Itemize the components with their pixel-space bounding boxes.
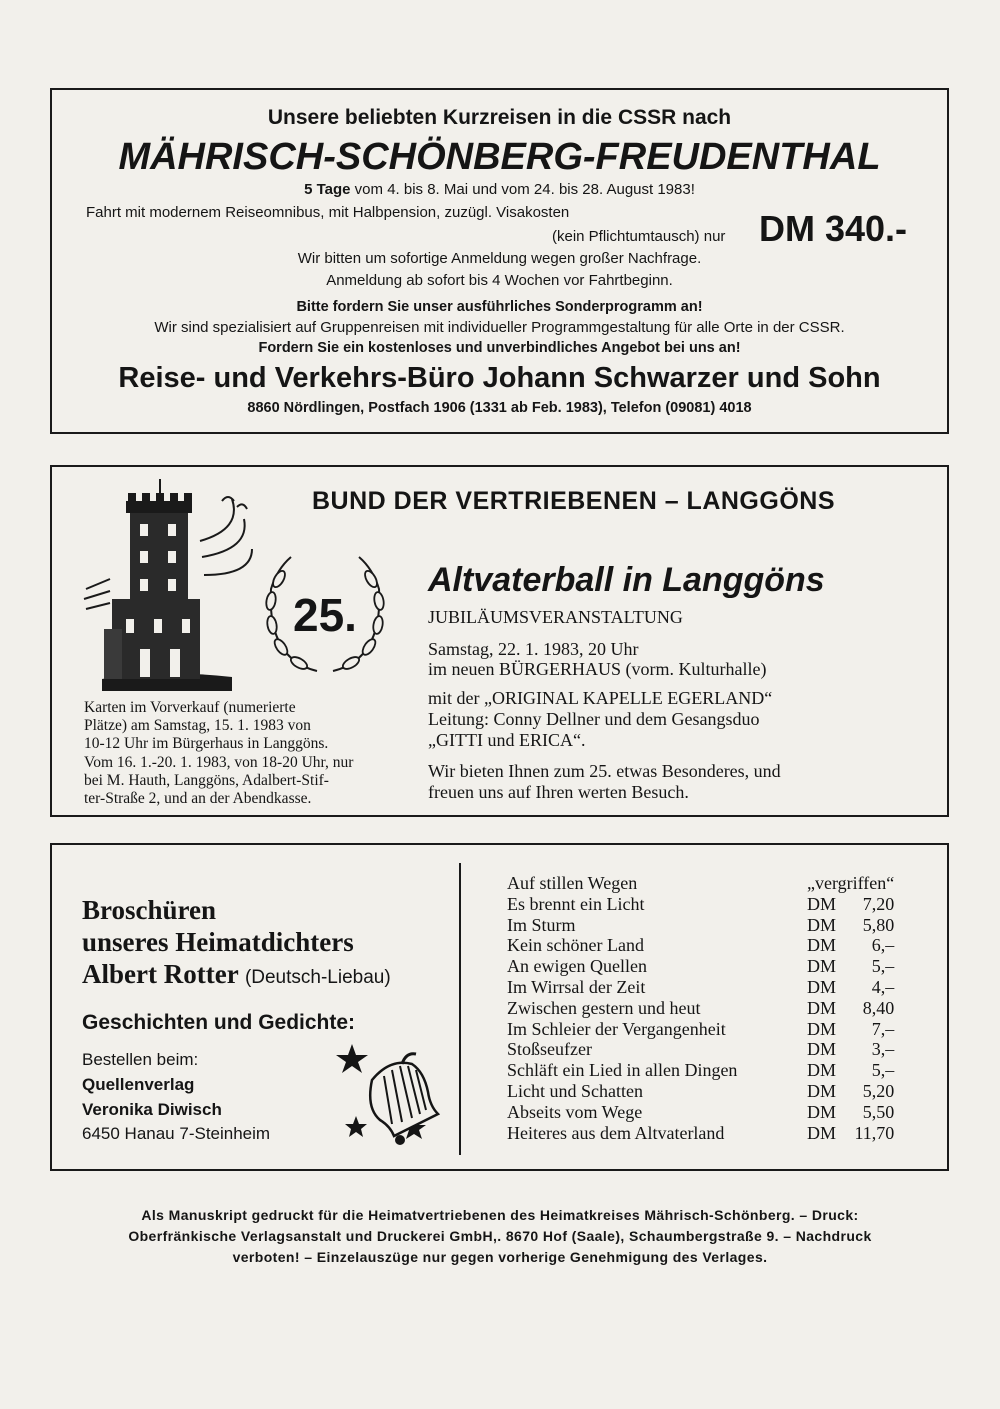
booklet-title: An ewigen Quellen — [507, 956, 647, 977]
booklet-row — [507, 956, 894, 977]
booklet-price: 5,– — [871, 956, 895, 977]
ad1-program: Bitte fordern Sie unser ausführliches Sonderprogramm an! — [296, 299, 703, 315]
ad2-lead: Leitung: Conny Dellner und dem Gesangsduo — [428, 709, 760, 729]
ad3-origin: (Deutsch-Liebau) — [244, 967, 391, 988]
booklet-price: 11,70 — [854, 1122, 895, 1143]
footer-line3: verboten! – Einzelauszüge nur gegen vorherige Genehmigung des Verlages. — [232, 1249, 768, 1265]
booklet-row — [507, 1102, 894, 1123]
ad1-notice2: Anmeldung ab sofort bis 4 Wochen vor Fahrtbeginn. — [326, 272, 673, 289]
anniversary-number: 25. — [293, 589, 357, 641]
booklet-currency: DM — [807, 1080, 837, 1101]
booklet-currency: DM — [807, 1060, 837, 1081]
booklet-row — [507, 894, 894, 915]
booklet-title: Kein schöner Land — [507, 935, 644, 956]
booklet-currency: DM — [807, 997, 837, 1018]
booklet-title: Abseits vom Wege — [507, 1101, 643, 1122]
ticket-line: Karten im Vorverkauf (numerierte — [84, 699, 296, 716]
ad1-offer: Fordern Sie ein kostenloses und unverbindliches Angebot bei uns an! — [258, 340, 741, 356]
ad3-author-line — [82, 959, 391, 990]
booklet-price: 5,80 — [862, 914, 895, 935]
ad1-exchange: (kein Pflichtumtausch) nur — [552, 228, 726, 245]
booklet-row — [507, 873, 894, 894]
footer-line2: Oberfränkische Verlagsanstalt und Druckerei GmbH,. 8670 Hof (Saale), Schaumbergstraße 9. – Nachdruck — [128, 1228, 872, 1244]
ad2-venue: im neuen BÜRGERHAUS (vorm. Kulturhalle) — [428, 659, 767, 679]
booklet-price: 5,– — [871, 1060, 895, 1081]
booklet-title: Licht und Schatten — [507, 1080, 643, 1101]
booklet-title: Heiteres aus dem Altvaterland — [507, 1122, 725, 1143]
booklet-price: 7,– — [871, 1018, 895, 1039]
booklet-title: Es brennt ein Licht — [507, 893, 645, 914]
ad2-subtitle: JUBILÄUMSVERANSTALTUNG — [428, 607, 683, 627]
ad3-person: Veronika Diwisch — [82, 1100, 222, 1119]
ad3-divider — [459, 863, 461, 1155]
booklet-row — [507, 1039, 894, 1060]
ad2-invite2: freuen uns auf Ihren werten Besuch. — [428, 782, 689, 802]
ad2-invite1: Wir bieten Ihnen zum 25. etwas Besonderes, und — [428, 761, 781, 781]
ad3-genre: Geschichten und Gedichte: — [82, 1011, 356, 1034]
ad1-headline: Unsere beliebten Kurzreisen in die CSSR nach — [267, 106, 732, 129]
booklet-price: 6,– — [871, 935, 895, 956]
ad1-dates-rest: vom 4. bis 8. Mai und vom 24. bis 28. August 1983! — [350, 181, 695, 198]
booklet-currency: DM — [807, 935, 837, 956]
booklet-currency: DM — [807, 976, 837, 997]
ad3-title2: unseres Heimatdichters — [82, 927, 354, 957]
booklet-title: Im Wirrsal der Zeit — [507, 976, 646, 997]
booklet-currency: DM — [807, 893, 837, 914]
ad1-destination: MÄHRISCH-SCHÖNBERG-FREUDENTHAL — [118, 136, 881, 178]
booklet-price: 3,– — [871, 1039, 895, 1060]
booklet-price: 7,20 — [862, 893, 895, 914]
booklet-title: Auf stillen Wegen — [507, 873, 638, 893]
ticket-line: bei M. Hauth, Langgöns, Adalbert-Stif- — [84, 772, 329, 789]
ad1-price: DM 340.- — [759, 208, 908, 249]
booklet-row — [507, 935, 894, 956]
booklet-currency: DM — [807, 1101, 837, 1122]
booklet-title: Im Sturm — [507, 914, 576, 935]
ad3-order-label: Bestellen beim: — [82, 1050, 199, 1069]
booklet-row — [507, 1081, 894, 1102]
ad1-dates-bold: 5 Tage — [304, 181, 351, 198]
booklet-row — [507, 998, 894, 1019]
footer-line1: Als Manuskript gedruckt für die Heimatvertriebenen des Heimatkreises Mährisch-Schönberg. – Druck: — [141, 1207, 859, 1223]
booklet-price-list — [507, 873, 894, 1143]
ad2-datetime: Samstag, 22. 1. 1983, 20 Uhr — [428, 639, 639, 659]
ticket-line: Plätze) am Samstag, 15. 1. 1983 von — [84, 717, 311, 734]
ad2-event: Altvaterball in Langgöns — [428, 561, 825, 599]
ticket-line: ter-Straße 2, und an der Abendkasse. — [84, 790, 312, 807]
booklet-row — [507, 1019, 894, 1040]
booklet-price: 4,– — [871, 976, 895, 997]
booklet-currency: DM — [807, 1039, 837, 1060]
ad1-special: Wir sind spezialisiert auf Gruppenreisen mit individueller Programmgestaltung für alle Orte in der CSSR. — [154, 319, 845, 336]
ball-ad — [50, 465, 949, 817]
ad1-notice1: Wir bitten um sofortige Anmeldung wegen großer Nachfrage. — [297, 250, 702, 267]
ticket-line: Vom 16. 1.-20. 1. 1983, von 18-20 Uhr, nur — [84, 754, 354, 771]
ticket-line: 10-12 Uhr im Bürgerhaus in Langgöns. — [84, 735, 329, 752]
ad3-publisher: Quellenverlag — [82, 1075, 195, 1094]
booklet-row — [507, 1060, 894, 1081]
ad1-trip: Fahrt mit modernem Reiseomnibus, mit Halbpension, zuzügl. Visakosten — [86, 204, 570, 221]
ad3-city: 6450 Hanau 7-Steinheim — [82, 1124, 271, 1143]
booklet-price: 5,50 — [862, 1101, 895, 1122]
ad2-duo: „GITTI und ERICA“. — [428, 730, 586, 750]
ad3-title1: Broschüren — [82, 895, 217, 925]
tower-illustration — [82, 479, 262, 694]
booklet-price: 8,40 — [862, 997, 895, 1018]
booklet-title: Im Schleier der Vergangenheit — [507, 1018, 726, 1039]
laurel-wreath-icon — [257, 549, 393, 679]
booklet-row — [507, 915, 894, 936]
ad1-company: Reise- und Verkehrs-Büro Johann Schwarzer und Sohn — [118, 362, 881, 394]
booklet-currency: DM — [807, 956, 837, 977]
bell-icon — [332, 1040, 444, 1148]
booklet-title: Zwischen gestern und heut — [507, 997, 701, 1018]
travel-ad — [50, 88, 949, 434]
booklet-status: „vergriffen“ — [807, 873, 895, 893]
booklet-title: Schläft ein Lied in allen Dingen — [507, 1060, 738, 1081]
booklets-ad — [50, 843, 949, 1171]
booklet-currency: DM — [807, 914, 837, 935]
ad2-band: mit der „ORIGINAL KAPELLE EGERLAND“ — [428, 688, 773, 708]
booklet-currency: DM — [807, 1018, 837, 1039]
ad3-author: Albert Rotter — [82, 959, 239, 989]
ad1-address: 8860 Nördlingen, Postfach 1906 (1331 ab Feb. 1983), Telefon (09081) 4018 — [247, 400, 752, 416]
booklet-price: 5,20 — [862, 1080, 895, 1101]
booklet-currency: DM — [807, 1122, 837, 1143]
booklet-row — [507, 977, 894, 998]
booklet-row — [507, 1123, 894, 1144]
ad2-org: BUND DER VERTRIEBENEN – LANGGÖNS — [312, 487, 835, 515]
booklet-title: Stoßseufzer — [507, 1039, 592, 1060]
ad1-dates — [52, 181, 947, 198]
